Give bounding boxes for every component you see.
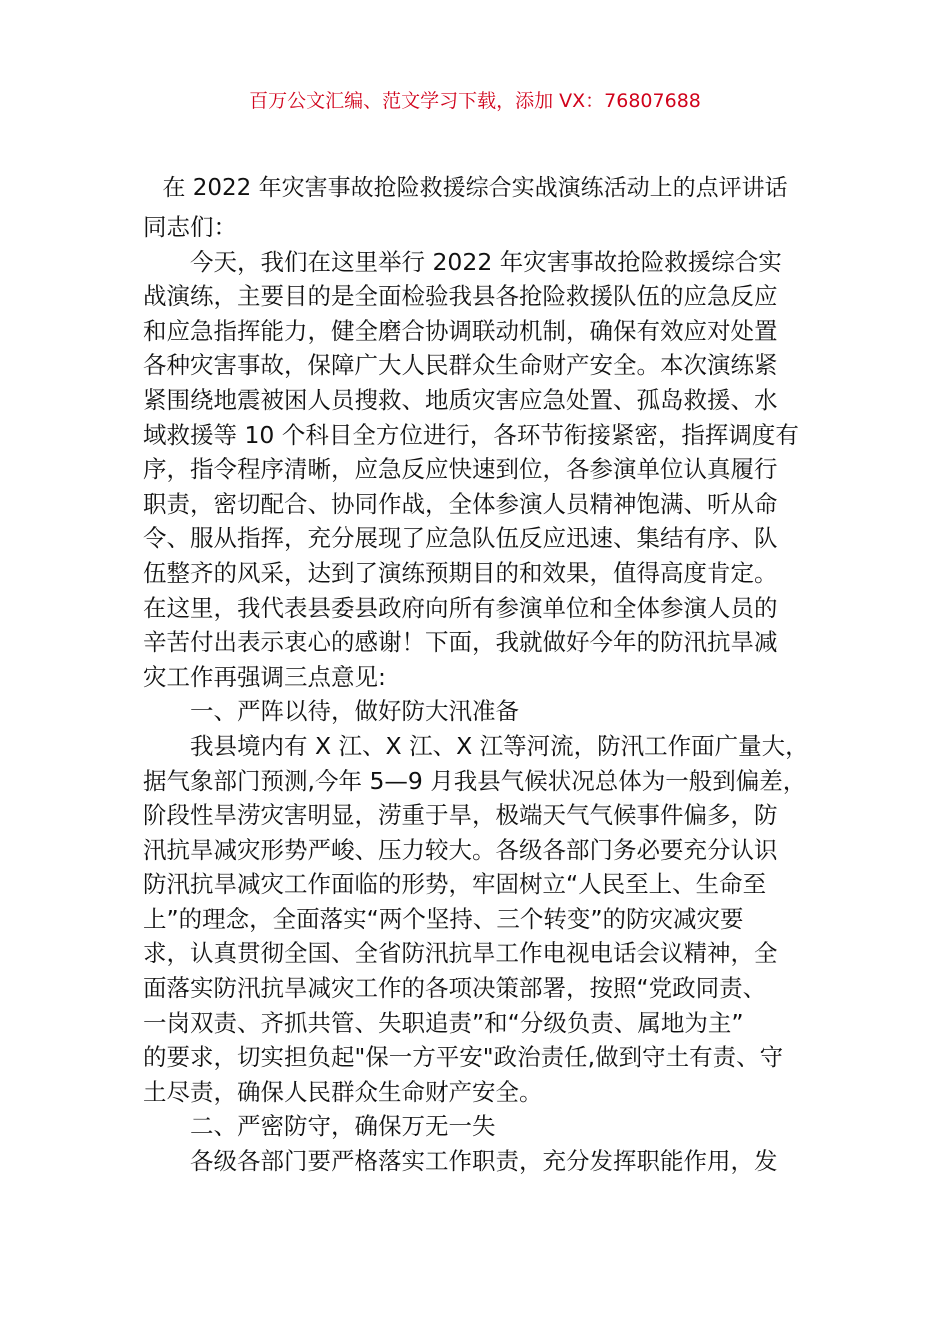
- paragraph-line: 战演练，主要目的是全面检验我县各抢险救援队伍的应急反应: [143, 282, 778, 311]
- paragraph-line: 序，指令程序清晰，应急反应快速到位，各参演单位认真履行: [143, 455, 778, 484]
- paragraph-line: 一岗双责、齐抓共管、失职追责”和“分级负责、属地为主”: [143, 1008, 744, 1037]
- paragraph-line: 和应急指挥能力，健全磨合协调联动机制，确保有效应对处置: [143, 316, 778, 345]
- paragraph-line: 各级各部门要严格落实工作职责，充分发挥职能作用，发: [190, 1147, 778, 1176]
- paragraph-line: 的要求，切实担负起"保一方平安"政治责任,做到守土有责、守: [143, 1043, 784, 1072]
- paragraph-line: 域救援等 10 个科目全方位进行，各环节衔接紧密，指挥调度有: [143, 420, 799, 449]
- paragraph-line: 上”的理念，全面落实“两个坚持、三个转变”的防灾减灾要: [143, 904, 744, 933]
- header-banner: 百万公文汇编、范文学习下载，添加 VX：76807688: [249, 90, 701, 112]
- paragraph-line: 面落实防汛抗旱减灾工作的各项决策部署，按照“党政同责、: [143, 974, 767, 1003]
- paragraph-line: 职责，密切配合、协同作战，全体参演人员精神饱满、听从命: [143, 489, 778, 518]
- paragraph-line: 汛抗旱减灾形势严峻、压力较大。各级各部门务必要充分认识: [143, 835, 778, 864]
- paragraph-line: 辛苦付出表示衷心的感谢！下面，我就做好今年的防汛抗旱减: [143, 628, 778, 657]
- paragraph-line: 灾工作再强调三点意见:: [143, 662, 386, 691]
- section-heading: 一、严阵以待，做好防大汛准备: [190, 697, 519, 726]
- paragraph-line: 紧围绕地震被困人员搜救、地质灾害应急处置、孤岛救援、水: [143, 385, 778, 414]
- paragraph-line: 求，认真贯彻全国、全省防汛抗旱工作电视电话会议精神，全: [143, 939, 778, 968]
- paragraph-line: 阶段性旱涝灾害明显，涝重于旱，极端天气气候事件偏多，防: [143, 801, 778, 830]
- paragraph-line: 据气象部门预测,今年 5—9 月我县气候状况总体为一般到偏差，: [143, 766, 807, 795]
- salutation: 同志们：: [143, 213, 237, 241]
- paragraph-line: 土尽责，确保人民群众生命财产安全。: [143, 1077, 543, 1106]
- paragraph-line: 各种灾害事故，保障广大人民群众生命财产安全。本次演练紧: [143, 351, 778, 380]
- paragraph-line: 在这里，我代表县委县政府向所有参演单位和全体参演人员的: [143, 593, 778, 622]
- paragraph-line: 今天，我们在这里举行 2022 年灾害事故抢险救援综合实: [190, 247, 782, 276]
- document-title: 在 2022 年灾害事故抢险救援综合实战演练活动上的点评讲话: [162, 175, 788, 201]
- section-heading: 二、严密防守，确保万无一失: [190, 1112, 496, 1141]
- paragraph-line: 防汛抗旱减灾工作面临的形势，牢固树立“人民至上、生命至: [143, 870, 767, 899]
- paragraph-line: 伍整齐的风采，达到了演练预期目的和效果，值得高度肯定。: [143, 558, 778, 587]
- paragraph-line: 我县境内有 X 江、X 江、X 江等河流，防汛工作面广量大，: [190, 731, 809, 760]
- paragraph-line: 令、服从指挥，充分展现了应急队伍反应迅速、集结有序、队: [143, 524, 778, 553]
- document-body: [143, 210, 833, 1179]
